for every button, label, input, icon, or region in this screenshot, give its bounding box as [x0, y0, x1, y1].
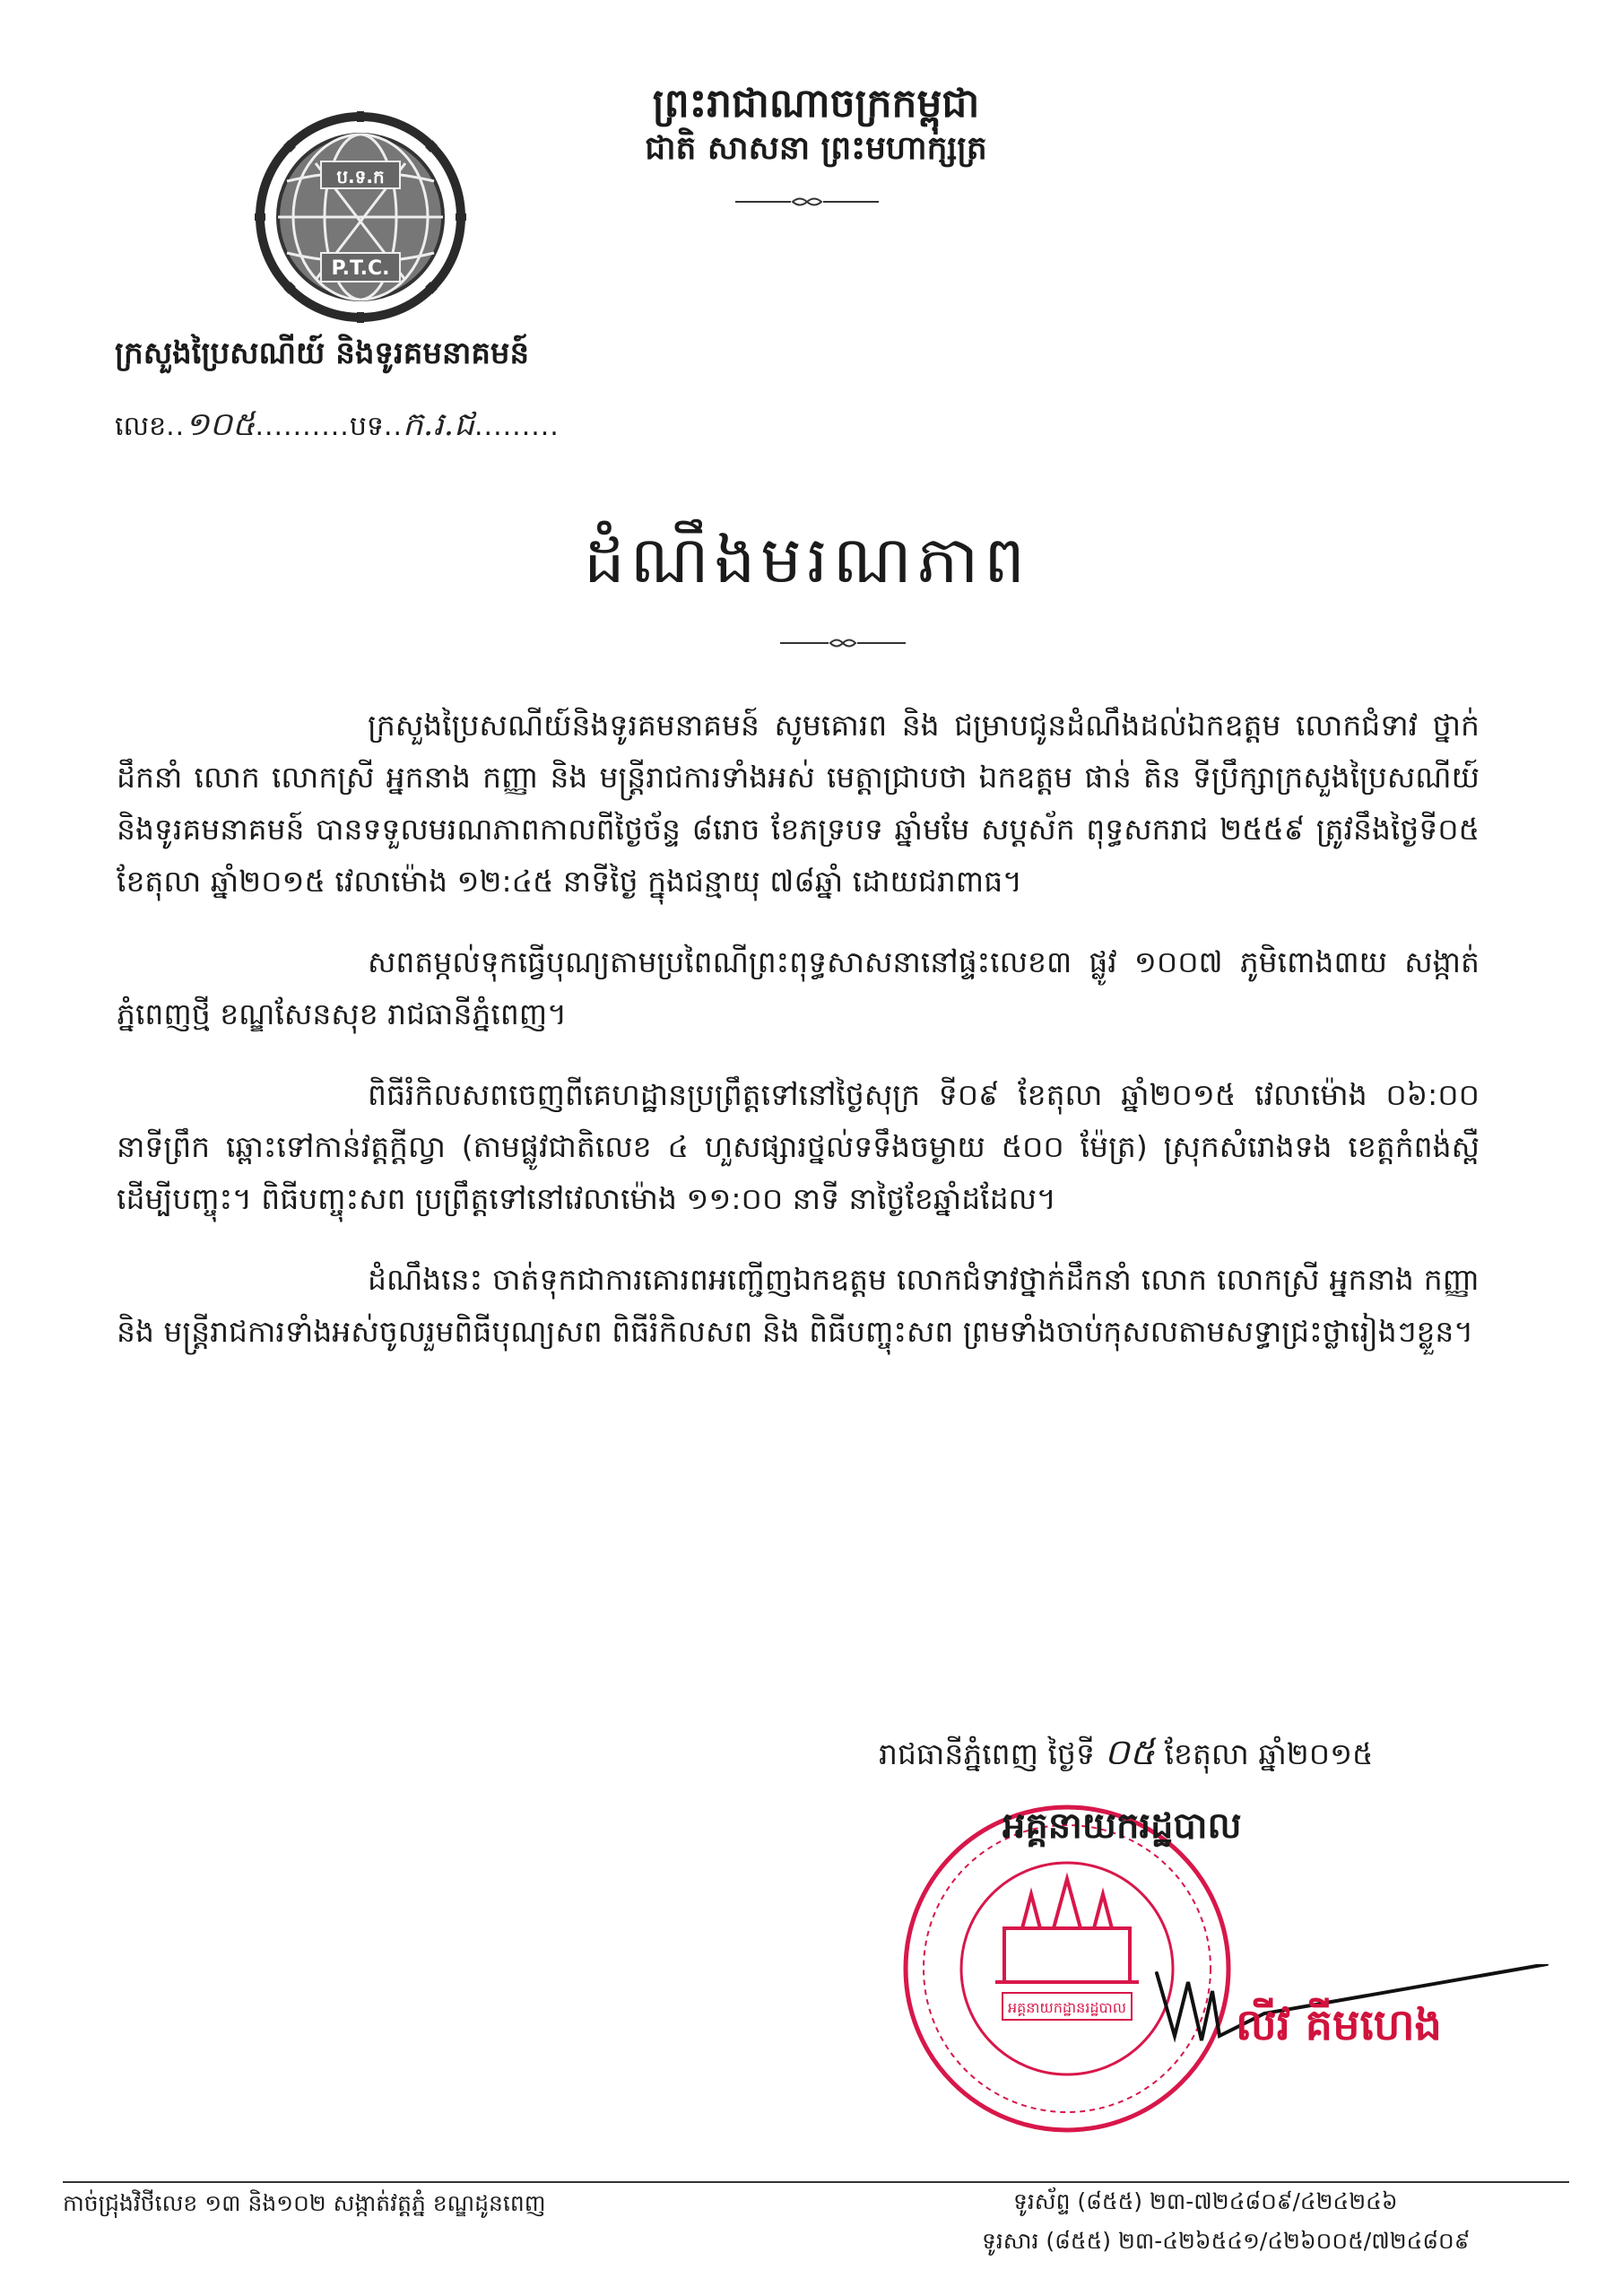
office-label: បទ — [349, 411, 384, 442]
footer-address: កាច់ជ្រុងវិថីលេខ ១៣ និង១០២ សង្កាត់វត្តភ្នំ ខណ្ឌដូនពេញ — [63, 2190, 546, 2216]
kingdom-heading: ព្រះរាជាណាចក្រកម្ពុជា — [652, 81, 980, 126]
ministry-logo — [253, 109, 468, 325]
logo-bottom-text: P.T.C. — [331, 257, 390, 280]
ministry-name: ក្រសួងប្រៃសណីយ៍ និងទូរគមនាគមន៍ — [115, 335, 530, 371]
footer-fax: ទូរសារ (៨៥៥) ២៣-៤២៦៥៤១/៤២៦០០៥/៧២៤៨០៩ — [982, 2228, 1471, 2254]
title-divider-ornament — [780, 637, 906, 649]
signer-name: លីវ គីមហេង — [1236, 2000, 1442, 2050]
ref-label: លេខ — [115, 411, 167, 442]
logo-top-text: ប.ទ.ក — [336, 166, 385, 187]
dateline-day: ០៥ — [1104, 1732, 1156, 1773]
dateline — [879, 1729, 1373, 1782]
announcement-body — [117, 700, 1480, 1387]
paragraph-funeral-schedule: ពិធីរំកិលសពចេញពីគេហដ្ឋានប្រព្រឹត្តទៅនៅថ្ងៃសុក្រ ទី០៩ ខែតុលា ឆ្នាំ២០១៥ វេលាម៉ោង ០៦:០០ នាទីព្រឹក ឆ្ពោះទៅកាន់វត្តក្តីល្វា (តាមផ្លូវជាតិលេខ ៤ ហួសផ្សារថ្នល់ទទឹងចម្ងាយ ៥០០ ម៉ែត្រ) ស្រុកសំរោងទង ខេត្តកំពង់ស្ពឺ ដើម្បីបញ្ចុះ។ ពិធីបញ្ចុះសព ប្រព្រឹត្តទៅនៅវេលាម៉ោង ១១:០០ នាទី នាថ្ងៃខែឆ្នាំដដែល។ — [117, 1077, 1480, 1216]
reference-line: លេខ..១០៥..........បទ..ក.រ.ជ......... — [115, 406, 560, 443]
footer-phone: ទូរស័ព្ទ (៨៥៥) ២៣-៧២៤៨០៩/៤២៤២៤៦ — [1013, 2188, 1398, 2214]
dateline-prefix: រាជធានីភ្នំពេញ ថ្ងៃទី — [879, 1736, 1095, 1771]
document-title: ដំណឹងមរណភាព — [584, 522, 1030, 597]
dateline-suffix: ខែតុលា ឆ្នាំ២០១៥ — [1164, 1736, 1374, 1771]
paragraph-invitation: ដំណឹងនេះ ចាត់ទុកជាការគោរពអញ្ជើញឯកឧត្តម លោកជំទាវថ្នាក់ដឹកនាំ លោក លោកស្រី អ្នកនាង កញ្ញា និង មន្ត្រីរាជការទាំងអស់ចូលរួមពិធីបុណ្យសព ពិធីរំកិលសព និង ពិធីបញ្ចុះសព ព្រមទាំងចាប់កុសលតាមសទ្ធាជ្រះថ្លារៀងៗខ្លួន។ — [117, 1262, 1480, 1349]
national-motto: ជាតិ សាសនា ព្រះមហាក្សត្រ — [645, 129, 987, 167]
office-code: ក.រ.ជ — [403, 406, 475, 443]
paragraph-wake-location: សពតម្កល់ទុកធ្វើបុណ្យតាមប្រពៃណីព្រះពុទ្ធសាសនានៅផ្ទះលេខ៣ ផ្លូវ ១០០៧ ភូមិពោង៣យ សង្កាត់ភ្នំពេញថ្មី ខណ្ឌសែនសុខ រាជធានីភ្នំពេញ។ — [117, 944, 1480, 1031]
footer-rule — [63, 2181, 1569, 2183]
ref-number: ១០៥ — [185, 406, 256, 443]
seal-text: អគ្គនាយកដ្ឋានរដ្ឋបាល — [1007, 1999, 1127, 2016]
header-divider-ornament — [735, 196, 879, 208]
signer-title: អគ្គនាយករដ្ឋបាល — [1002, 1805, 1242, 1847]
paragraph-death-notice: ក្រសួងប្រៃសណីយ៍និងទូរគមនាគមន៍ សូមគោរព និង ជម្រាបជូនដំណឹងដល់ឯកឧត្តម លោកជំទាវ ថ្នាក់ដឹកនាំ លោក លោកស្រី អ្នកនាង កញ្ញា និង មន្ត្រីរាជការទាំងអស់ មេត្តាជ្រាបថា ឯកឧត្តម ផាន់ តិន ទីប្រឹក្សាក្រសួងប្រៃសណីយ៍និងទូរគមនាគមន៍ បានទទួលមរណភាពកាលពីថ្ងៃច័ន្ទ ៨រោច ខែភទ្របទ ឆ្នាំមមែ សប្តស័ក ពុទ្ធសករាជ ២៥៥៩ ត្រូវនឹងថ្ងៃទី០៥ ខែតុលា ឆ្នាំ២០១៥ វេលាម៉ោង ១២:៤៥ នាទីថ្ងៃ ក្នុងជន្មាយុ ៧៨ឆ្នាំ ដោយជរាពាធ។ — [117, 708, 1480, 899]
